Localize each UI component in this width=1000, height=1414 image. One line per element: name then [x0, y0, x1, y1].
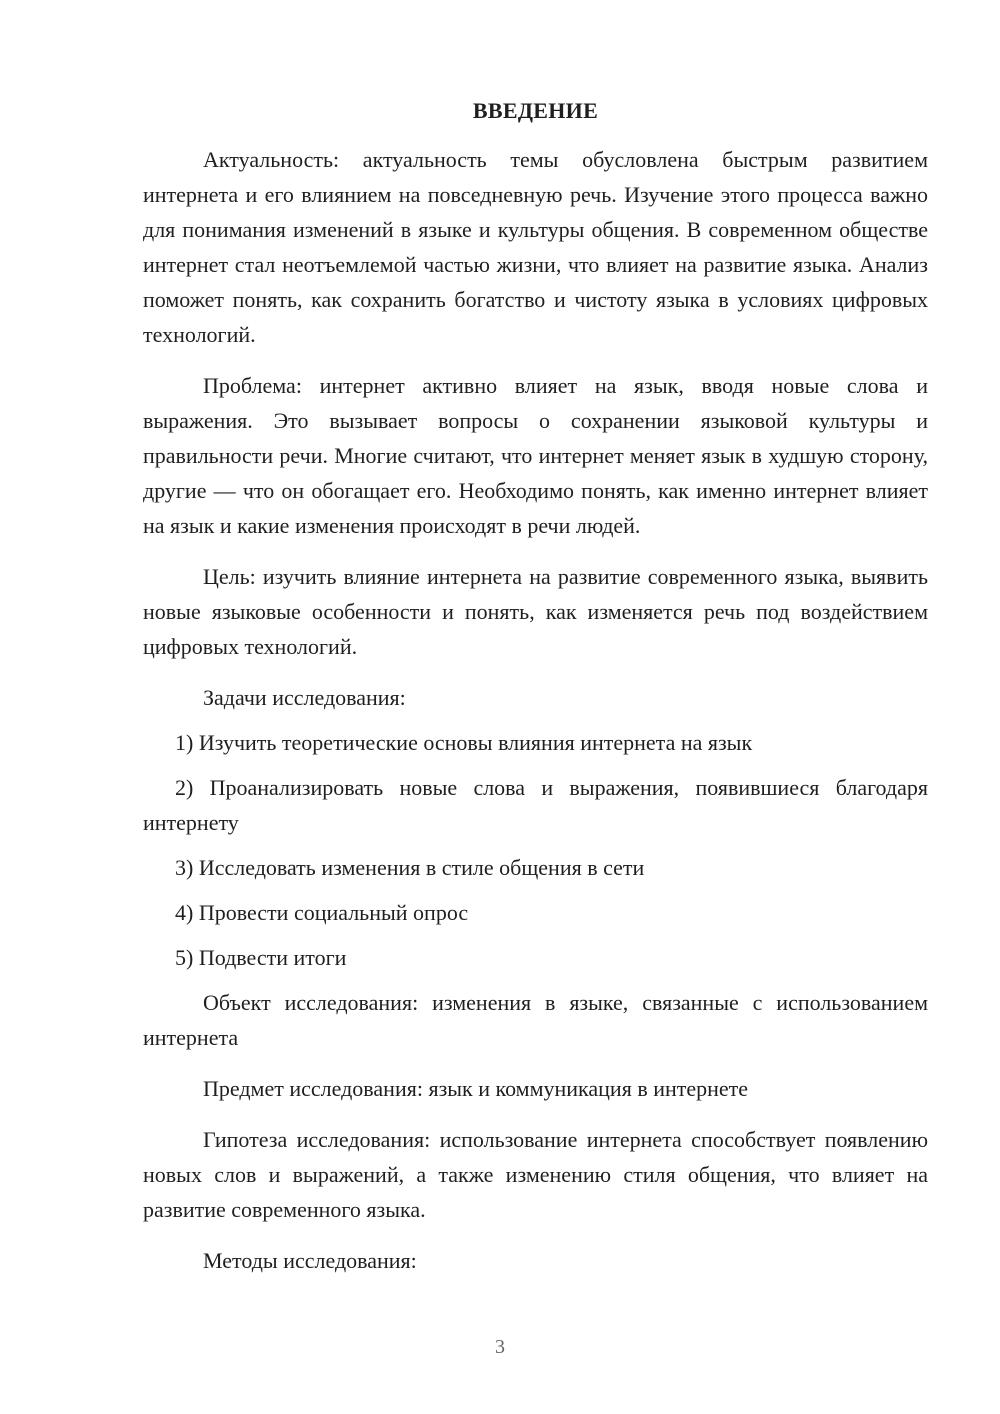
paragraph-hypothesis: Гипотеза исследования: использование интернета способствует появлению новых слов и выражений, а также изменению стиля общения, что влияет на развитие современного языка. — [143, 1127, 928, 1222]
paragraph-relevance: Актуальность: актуальность темы обусловлена быстрым развитием интернета и его влиянием на повседневную речь. Изучение этого процесса важно для понимания изменений в языке и культуры общения. В современном обществе интернет стал неотъемлемой частью жизни, что влияет на развитие языка. Анализ поможет понять, как сохранить богатство и чистоту языка в условиях цифровых технологий. — [143, 147, 928, 347]
methods-heading: Методы исследования: — [203, 1248, 417, 1273]
page-number: 3 — [495, 1336, 505, 1358]
paragraph-subject: Предмет исследования: язык и коммуникация в интернете — [203, 1076, 749, 1101]
task-item-4: 4) Провести социальный опрос — [175, 900, 469, 925]
task-item-1: 1) Изучить теоретические основы влияния интернета на язык — [175, 730, 753, 755]
page-content — [143, 96, 928, 1288]
page-title: ВВЕДЕНИЕ — [472, 98, 599, 123]
paragraph-goal: Цель: изучить влияние интернета на развитие современного языка, выявить новые языковые особенности и понять, как изменяется речь под воздействием цифровых технологий. — [143, 564, 928, 659]
task-item-3: 3) Исследовать изменения в стиле общения в сети — [175, 855, 645, 880]
task-item-5: 5) Подвести итоги — [175, 945, 347, 970]
tasks-heading: Задачи исследования: — [203, 685, 406, 710]
paragraph-problem: Проблема: интернет активно влияет на язык, вводя новые слова и выражения. Это вызывает вопросы о сохранении языковой культуры и правильности речи. Многие считают, что интернет меняет язык в худшую сторону, другие — что он обогащает его. Необходимо понять, как именно интернет влияет на язык и какие изменения происходят в речи людей. — [143, 373, 928, 538]
task-item-2: 2) Проанализировать новые слова и выражения, появившиеся благодаря интернету — [143, 775, 928, 835]
paragraph-object: Объект исследования: изменения в языке, связанные с использованием интернета — [143, 990, 928, 1050]
